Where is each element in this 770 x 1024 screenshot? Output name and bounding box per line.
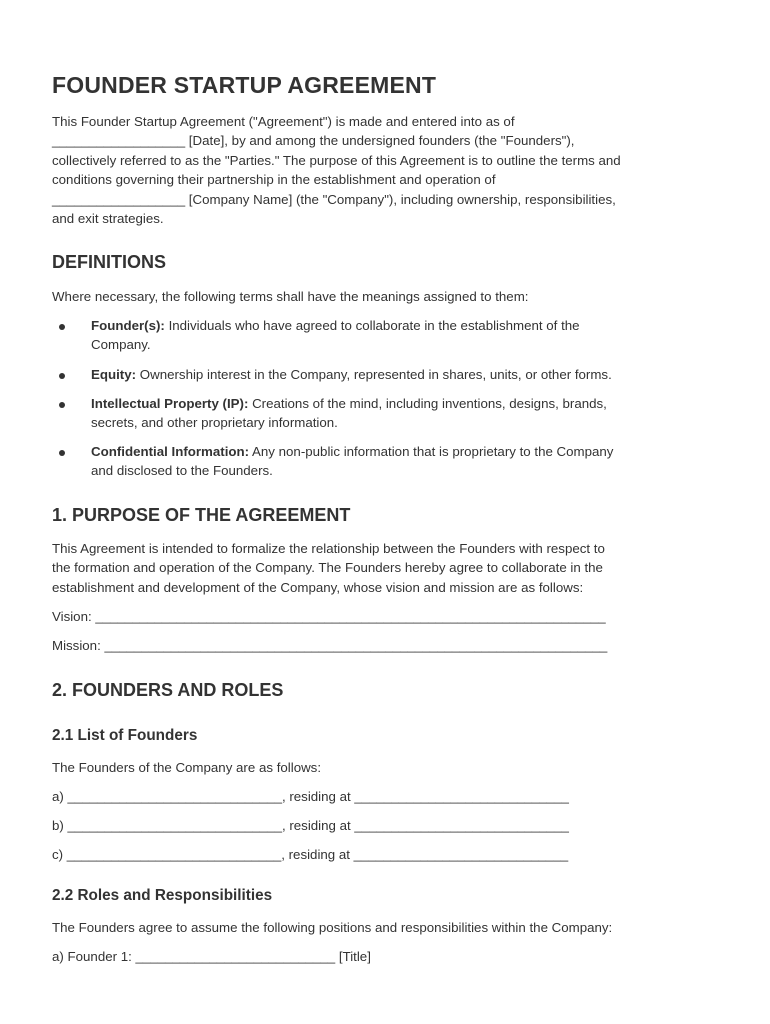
founders-list-heading: 2.1 List of Founders bbox=[52, 727, 198, 744]
purpose-line: establishment and development of the Company, whose vision and mission are as follows: bbox=[52, 580, 584, 595]
intro-line: collectively referred to as the "Parties." The purpose of this Agreement is to outline the terms and bbox=[52, 153, 621, 168]
definitions-heading: DEFINITIONS bbox=[52, 252, 167, 272]
intro-line: __________________ [Date], by and among the undersigned founders (the "Founders"), bbox=[52, 133, 575, 148]
definition-text-continued: and disclosed to the Founders. bbox=[91, 463, 273, 478]
document-title: FOUNDER STARTUP AGREEMENT bbox=[52, 72, 437, 98]
definition-text: Ownership interest in the Company, represented in shares, units, or other forms. bbox=[136, 367, 612, 382]
definition-text-continued: secrets, and other proprietary information. bbox=[91, 415, 338, 430]
definition-item bbox=[91, 394, 607, 414]
definition-term: Intellectual Property (IP): bbox=[91, 396, 249, 411]
bullet-icon bbox=[59, 450, 65, 456]
definition-text-continued: Company. bbox=[91, 337, 151, 352]
definition-text: Individuals who have agreed to collaborate in the establishment of the bbox=[164, 318, 580, 333]
roles-heading: 2.2 Roles and Responsibilities bbox=[52, 887, 273, 904]
bullet-icon bbox=[59, 324, 65, 330]
definitions-lead: Where necessary, the following terms shall have the meanings assigned to them: bbox=[52, 289, 529, 304]
roles-lead: The Founders agree to assume the following positions and responsibilities within the Company: bbox=[52, 920, 613, 935]
founder-row: b) _____________________________, residing at _____________________________ bbox=[52, 818, 569, 833]
definition-term: Founder(s): bbox=[91, 318, 165, 333]
bullet-icon bbox=[59, 373, 65, 379]
definition-term: Confidential Information: bbox=[91, 444, 250, 459]
purpose-line: the formation and operation of the Company. The Founders hereby agree to collaborate in the bbox=[52, 560, 603, 575]
founder-1-title-field: a) Founder 1: ___________________________ [Title] bbox=[52, 949, 371, 964]
definition-item bbox=[91, 442, 613, 462]
vision-field: Vision: _____________________________________________________________________ bbox=[52, 609, 606, 624]
definition-text: Any non-public information that is proprietary to the Company bbox=[249, 444, 614, 459]
founder-row: a) _____________________________, residing at _____________________________ bbox=[52, 789, 569, 804]
bullet-icon bbox=[59, 402, 65, 408]
purpose-line: This Agreement is intended to formalize the relationship between the Founders with respect to bbox=[52, 541, 605, 556]
intro-line: This Founder Startup Agreement ("Agreement") is made and entered into as of bbox=[52, 114, 515, 129]
definition-item bbox=[91, 316, 580, 336]
intro-line: conditions governing their partnership in the establishment and operation of bbox=[52, 172, 496, 187]
definition-item bbox=[91, 365, 612, 385]
intro-line: __________________ [Company Name] (the "Company"), including ownership, responsibilities, bbox=[52, 192, 616, 207]
founders-heading: 2. FOUNDERS AND ROLES bbox=[52, 680, 284, 700]
founder-row: c) _____________________________, residing at _____________________________ bbox=[52, 847, 569, 862]
founders-list-lead: The Founders of the Company are as follows: bbox=[52, 760, 322, 775]
definition-text: Creations of the mind, including inventions, designs, brands, bbox=[248, 396, 607, 411]
mission-field: Mission: ____________________________________________________________________ bbox=[52, 638, 608, 653]
purpose-heading: 1. PURPOSE OF THE AGREEMENT bbox=[52, 505, 351, 525]
definition-term: Equity: bbox=[91, 367, 137, 382]
intro-line: and exit strategies. bbox=[52, 211, 164, 226]
